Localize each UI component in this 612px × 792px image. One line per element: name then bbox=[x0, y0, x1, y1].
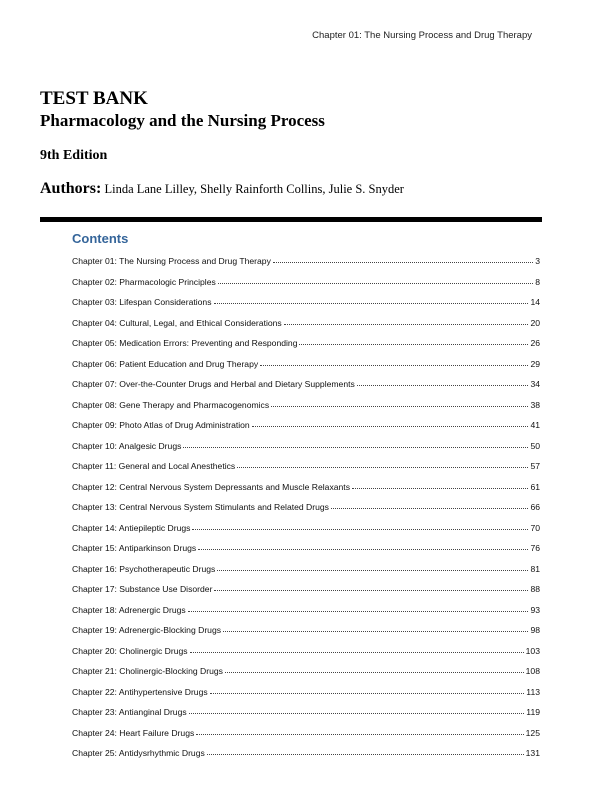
toc-entry-title: Chapter 25: Antidysrhythmic Drugs bbox=[72, 748, 205, 758]
toc-entry-title: Chapter 21: Cholinergic-Blocking Drugs bbox=[72, 666, 223, 676]
toc-entry-title: Chapter 02: Pharmacologic Principles bbox=[72, 276, 216, 287]
toc-entry[interactable] bbox=[72, 625, 540, 646]
toc-leader-dots bbox=[196, 733, 523, 735]
toc-entry[interactable] bbox=[72, 502, 540, 523]
toc-leader-dots bbox=[183, 446, 528, 448]
toc-leader-dots bbox=[271, 405, 528, 407]
toc-entry-title: Chapter 16: Psychotherapeutic Drugs bbox=[72, 563, 216, 574]
toc-entry[interactable] bbox=[72, 728, 540, 749]
toc-entry[interactable] bbox=[72, 441, 540, 462]
toc-leader-dots bbox=[214, 302, 529, 304]
toc-entry[interactable] bbox=[72, 420, 540, 441]
toc-entry-page: 93 bbox=[530, 604, 540, 615]
toc-entry[interactable] bbox=[72, 748, 540, 769]
authors-line bbox=[40, 180, 540, 198]
toc-leader-dots bbox=[188, 610, 529, 612]
toc-entry-page: 131 bbox=[525, 748, 540, 758]
toc-entry-page: 76 bbox=[530, 543, 540, 553]
toc-entry-page: 3 bbox=[535, 256, 540, 266]
toc-leader-dots bbox=[189, 712, 525, 714]
toc-entry-page: 38 bbox=[530, 399, 540, 410]
toc-entry-title: Chapter 10: Analgesic Drugs bbox=[72, 440, 182, 451]
toc-leader-dots bbox=[260, 364, 528, 366]
toc-entry-page: 26 bbox=[530, 338, 540, 348]
toc-entry-title: Chapter 20: Cholinergic Drugs bbox=[72, 645, 188, 656]
toc-entry-title: Chapter 01: The Nursing Process and Drug Therapy bbox=[72, 256, 271, 266]
toc-entry-title: Chapter 18: Adrenergic Drugs bbox=[72, 604, 186, 615]
toc-leader-dots bbox=[237, 466, 528, 468]
toc-entry[interactable] bbox=[72, 400, 540, 421]
toc-entry[interactable] bbox=[72, 461, 540, 482]
toc-entry-page: 20 bbox=[530, 317, 540, 328]
document-title: TEST BANK bbox=[40, 88, 148, 109]
toc-entry-page: 50 bbox=[530, 440, 540, 451]
toc-leader-dots bbox=[252, 425, 529, 427]
toc-entry-page: 34 bbox=[530, 379, 540, 389]
toc-entry-page: 119 bbox=[526, 707, 540, 717]
toc-leader-dots bbox=[192, 528, 528, 530]
toc-entry-title: Chapter 06: Patient Education and Drug Therapy bbox=[72, 358, 259, 369]
toc-leader-dots bbox=[218, 282, 533, 284]
toc-entry[interactable] bbox=[72, 482, 540, 503]
document-subtitle: Pharmacology and the Nursing Process bbox=[40, 111, 325, 130]
toc-entry-title: Chapter 11: General and Local Anesthetics bbox=[72, 461, 236, 471]
running-header: Chapter 01: The Nursing Process and Drug Therapy bbox=[312, 30, 532, 41]
toc-entry[interactable] bbox=[72, 666, 540, 687]
toc-entry-page: 8 bbox=[535, 276, 540, 287]
toc-entry-page: 29 bbox=[530, 358, 540, 369]
toc-entry-page: 125 bbox=[525, 727, 540, 738]
toc-entry-title: Chapter 05: Medication Errors: Preventing and Responding bbox=[72, 338, 298, 348]
toc-entry[interactable] bbox=[72, 646, 540, 667]
toc-entry-page: 108 bbox=[525, 666, 540, 676]
toc-entry[interactable] bbox=[72, 564, 540, 585]
title-block bbox=[40, 88, 540, 198]
toc-leader-dots bbox=[190, 651, 524, 653]
toc-entry-title: Chapter 07: Over-the-Counter Drugs and Herbal and Dietary Supplements bbox=[72, 379, 355, 389]
toc-entry-title: Chapter 23: Antianginal Drugs bbox=[72, 707, 187, 717]
toc-leader-dots bbox=[214, 589, 528, 591]
toc-entry-page: 81 bbox=[530, 563, 540, 574]
toc-entry[interactable] bbox=[72, 277, 540, 298]
toc-leader-dots bbox=[207, 753, 524, 755]
authors-names: Linda Lane Lilley, Shelly Rainforth Collins, Julie S. Snyder bbox=[104, 182, 404, 196]
toc-entry-title: Chapter 04: Cultural, Legal, and Ethical Considerations bbox=[72, 317, 282, 328]
toc-entry[interactable] bbox=[72, 359, 540, 380]
toc-entry-title: Chapter 15: Antiparkinson Drugs bbox=[72, 543, 197, 553]
toc-entry[interactable] bbox=[72, 318, 540, 339]
toc-entry-page: 113 bbox=[526, 686, 540, 697]
toc-entry[interactable] bbox=[72, 605, 540, 626]
toc-entry-page: 41 bbox=[530, 420, 540, 430]
toc-entry-title: Chapter 08: Gene Therapy and Pharmacogenomics bbox=[72, 399, 270, 410]
toc-entry[interactable] bbox=[72, 707, 540, 728]
toc-entry[interactable] bbox=[72, 379, 540, 400]
toc-entry-title: Chapter 22: Antihypertensive Drugs bbox=[72, 686, 208, 697]
toc-entry[interactable] bbox=[72, 543, 540, 564]
toc-entry[interactable] bbox=[72, 338, 540, 359]
edition: 9th Edition bbox=[40, 148, 108, 163]
toc-entry-page: 57 bbox=[530, 461, 540, 471]
toc-leader-dots bbox=[225, 671, 524, 673]
toc-entry-title: Chapter 09: Photo Atlas of Drug Administration bbox=[72, 420, 250, 430]
toc-leader-dots bbox=[284, 323, 529, 325]
toc-entry[interactable] bbox=[72, 256, 540, 277]
toc-entry-title: Chapter 19: Adrenergic-Blocking Drugs bbox=[72, 625, 222, 635]
table-of-contents bbox=[72, 256, 540, 769]
toc-entry[interactable] bbox=[72, 687, 540, 708]
toc-entry-page: 14 bbox=[530, 297, 540, 307]
toc-entry-page: 61 bbox=[530, 481, 540, 492]
toc-leader-dots bbox=[357, 384, 529, 386]
authors-label: Authors: bbox=[40, 180, 102, 197]
toc-leader-dots bbox=[352, 487, 528, 489]
toc-entry-page: 103 bbox=[525, 645, 540, 656]
toc-leader-dots bbox=[299, 343, 528, 345]
toc-entry-page: 98 bbox=[530, 625, 540, 635]
toc-entry-page: 66 bbox=[530, 502, 540, 512]
toc-entry-page: 70 bbox=[530, 522, 540, 533]
toc-entry-title: Chapter 14: Antiepileptic Drugs bbox=[72, 522, 191, 533]
toc-leader-dots bbox=[198, 548, 528, 550]
toc-entry[interactable] bbox=[72, 297, 540, 318]
toc-entry-title: Chapter 24: Heart Failure Drugs bbox=[72, 727, 195, 738]
toc-leader-dots bbox=[210, 692, 525, 694]
toc-entry-title: Chapter 03: Lifespan Considerations bbox=[72, 297, 212, 307]
toc-leader-dots bbox=[223, 630, 528, 632]
toc-entry-title: Chapter 12: Central Nervous System Depressants and Muscle Relaxants bbox=[72, 481, 350, 492]
toc-leader-dots bbox=[273, 261, 533, 263]
toc-entry-page: 88 bbox=[530, 584, 540, 594]
toc-entry[interactable] bbox=[72, 523, 540, 544]
toc-entry-title: Chapter 17: Substance Use Disorder bbox=[72, 584, 213, 594]
toc-leader-dots bbox=[217, 569, 528, 571]
toc-leader-dots bbox=[331, 507, 528, 509]
toc-entry-title: Chapter 13: Central Nervous System Stimulants and Related Drugs bbox=[72, 502, 329, 512]
contents-heading: Contents bbox=[72, 231, 129, 246]
toc-entry[interactable] bbox=[72, 584, 540, 605]
heading-divider bbox=[40, 217, 542, 222]
